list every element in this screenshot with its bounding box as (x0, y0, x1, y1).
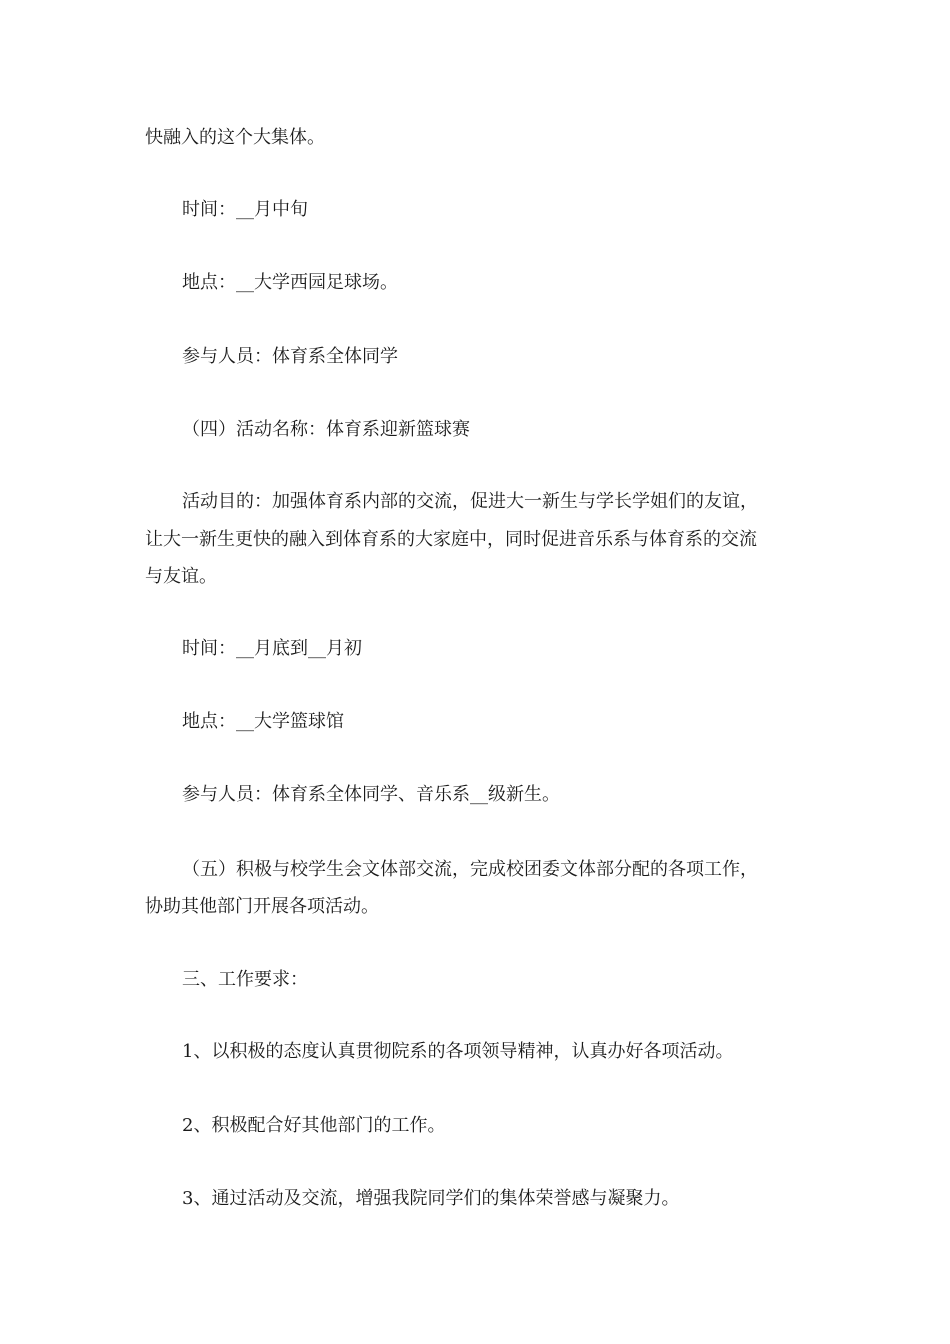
event-time: 时间：__月中旬 (182, 199, 308, 220)
requirement-item-3: 3、通过活动及交流，增强我院同学们的集体荣誉感与凝聚力。 (182, 1188, 680, 1209)
basketball-participants: 参与人员：体育系全体同学、音乐系__级新生。 (182, 784, 560, 805)
paragraph-continuation: 快融入的这个大集体。 (145, 127, 325, 148)
basketball-time: 时间：__月底到__月初 (182, 638, 362, 659)
requirement-item-2: 2、积极配合好其他部门的工作。 (182, 1115, 446, 1136)
work-requirements-heading: 三、工作要求： (182, 969, 308, 990)
section-five-line-2: 协助其他部门开展各项活动。 (145, 896, 379, 917)
event-location: 地点：__大学西园足球场。 (182, 272, 398, 293)
basketball-location: 地点：__大学篮球馆 (182, 711, 344, 732)
activity-purpose-line-2: 让大一新生更快的融入到体育系的大家庭中，同时促进音乐系与体育系的交流 (145, 529, 757, 550)
activity-purpose-line-1: 活动目的：加强体育系内部的交流，促进大一新生与学长学姐们的友谊， (182, 491, 758, 512)
event-participants: 参与人员：体育系全体同学 (182, 346, 398, 367)
section-five-line-1: （五）积极与校学生会文体部交流，完成校团委文体部分配的各项工作， (182, 859, 758, 880)
activity-purpose-line-3: 与友谊。 (145, 566, 217, 587)
section-four-heading: （四）活动名称：体育系迎新篮球赛 (182, 419, 470, 440)
requirement-item-1: 1、以积极的态度认真贯彻院系的各项领导精神，认真办好各项活动。 (182, 1041, 734, 1062)
